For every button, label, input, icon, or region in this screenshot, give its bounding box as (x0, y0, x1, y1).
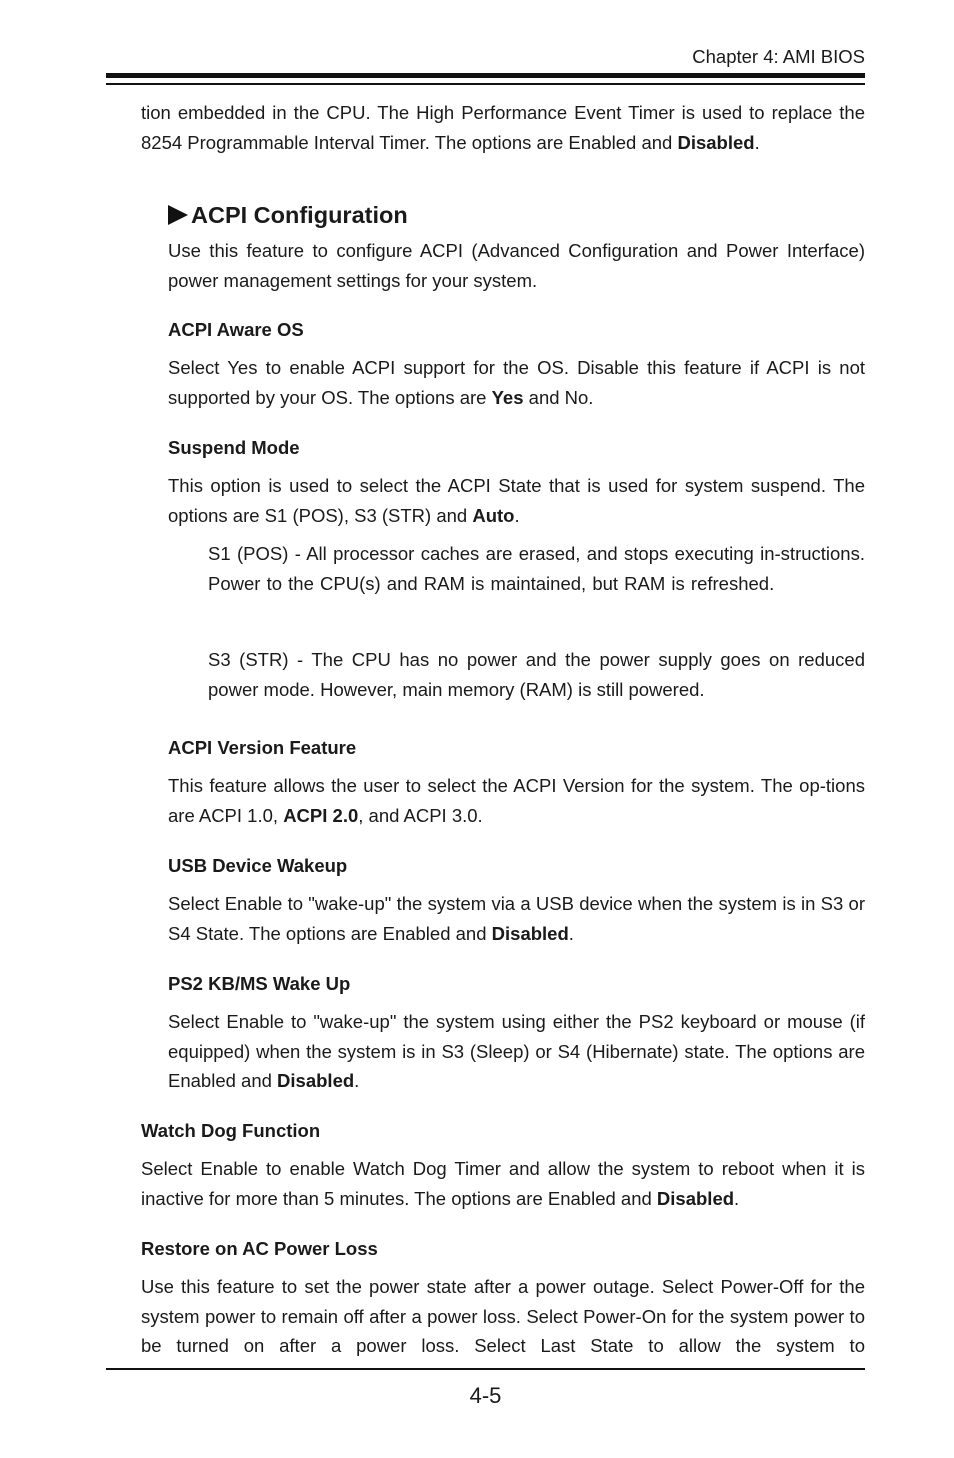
acpi-version-text: This feature allows the user to select the ACPI Version for the system. The op-tions are ACPI 1.0, (168, 775, 865, 826)
watchdog-after: . (734, 1187, 740, 1209)
header-rule-thick (106, 73, 865, 78)
watchdog-heading: Watch Dog Function (141, 1120, 321, 1141)
suspend-s1-description: S1 (POS) - All processor caches are erased, and stops executing in-structions. Power to the CPU(s) and RAM is maintained, but RAM is refreshed. (208, 543, 865, 594)
acpi-aware-os-heading: ACPI Aware OS (168, 319, 304, 340)
watchdog-paragraph (141, 1154, 865, 1213)
section-title-text: ACPI Configuration (191, 202, 408, 228)
acpi-version-after: , and ACPI 3.0. (358, 804, 483, 826)
watchdog-default: Disabled (656, 1187, 735, 1209)
intro-paragraph (141, 98, 865, 157)
acpi-version-paragraph (168, 771, 865, 830)
intro-text: tion embedded in the CPU. The High Performance Event Timer is used to replace the 8254 Programmable Interval Timer. The options are Enabled and (141, 102, 865, 153)
suspend-mode-text: This option is used to select the ACPI State that is used for system suspend. The options are S1 (POS), S3 (STR) and (168, 475, 865, 526)
acpi-version-default: ACPI 2.0 (283, 804, 359, 826)
suspend-mode-heading: Suspend Mode (168, 437, 300, 458)
ps2-wakeup-default: Disabled (277, 1070, 355, 1092)
section-title (168, 200, 408, 230)
acpi-aware-os-default: Yes (491, 386, 524, 408)
header-rule-thin (106, 83, 865, 85)
suspend-mode-after: . (514, 504, 520, 526)
footer-rule (106, 1368, 865, 1370)
ps2-wakeup-after: . (354, 1070, 360, 1092)
intro-after: . (754, 131, 760, 153)
watchdog-text: Select Enable to enable Watch Dog Timer and allow the system to reboot when it is inactive for more than 5 minutes. The options are Enabled and (141, 1158, 865, 1209)
usb-wakeup-text: Select Enable to "wake-up" the system via a USB device when the system is in S3 or S4 State. The options are Enabled and (168, 893, 865, 944)
ps2-wakeup-text: Select Enable to "wake-up" the system using either the PS2 keyboard or mouse (if equipped) when the system is in S3 (Sleep) or S4 (Hibernate) state. The options are Enabled and (168, 1011, 865, 1092)
restore-ac-heading: Restore on AC Power Loss (141, 1238, 378, 1259)
acpi-version-heading: ACPI Version Feature (168, 737, 357, 758)
ps2-wakeup-heading: PS2 KB/MS Wake Up (168, 973, 351, 994)
ps2-wakeup-paragraph (168, 1007, 865, 1096)
intro-default: Disabled (677, 131, 755, 153)
acpi-aware-os-text: Select Yes to enable ACPI support for the OS. Disable this feature if ACPI is not supported by your OS. The options are (168, 357, 865, 408)
restore-ac-paragraph: Use this feature to set the power state after a power outage. Select Power-Off for the system power to remain off after a power loss. Select Power-On for the system power to be turned on after a power loss. Select Last State to allow the system to (141, 1276, 865, 1357)
acpi-aware-os-paragraph (168, 353, 865, 412)
suspend-s3-description: S3 (STR) - The CPU has no power and the power supply goes on reduced power mode. However, main memory (RAM) is still powered. (208, 649, 865, 700)
chapter-header: Chapter 4: AMI BIOS (692, 46, 865, 67)
suspend-mode-default: Auto (472, 504, 515, 526)
usb-wakeup-after: . (568, 922, 574, 944)
page-number: 4-5 (469, 1383, 502, 1408)
usb-wakeup-default: Disabled (491, 922, 569, 944)
suspend-mode-paragraph (168, 471, 865, 530)
usb-wakeup-heading: USB Device Wakeup (168, 855, 348, 876)
acpi-description: Use this feature to configure ACPI (Advanced Configuration and Power Interface) power management settings for your system. (168, 240, 865, 291)
usb-wakeup-paragraph (168, 889, 865, 948)
acpi-aware-os-after: and No. (523, 386, 594, 408)
triangle-right-icon (168, 205, 188, 225)
